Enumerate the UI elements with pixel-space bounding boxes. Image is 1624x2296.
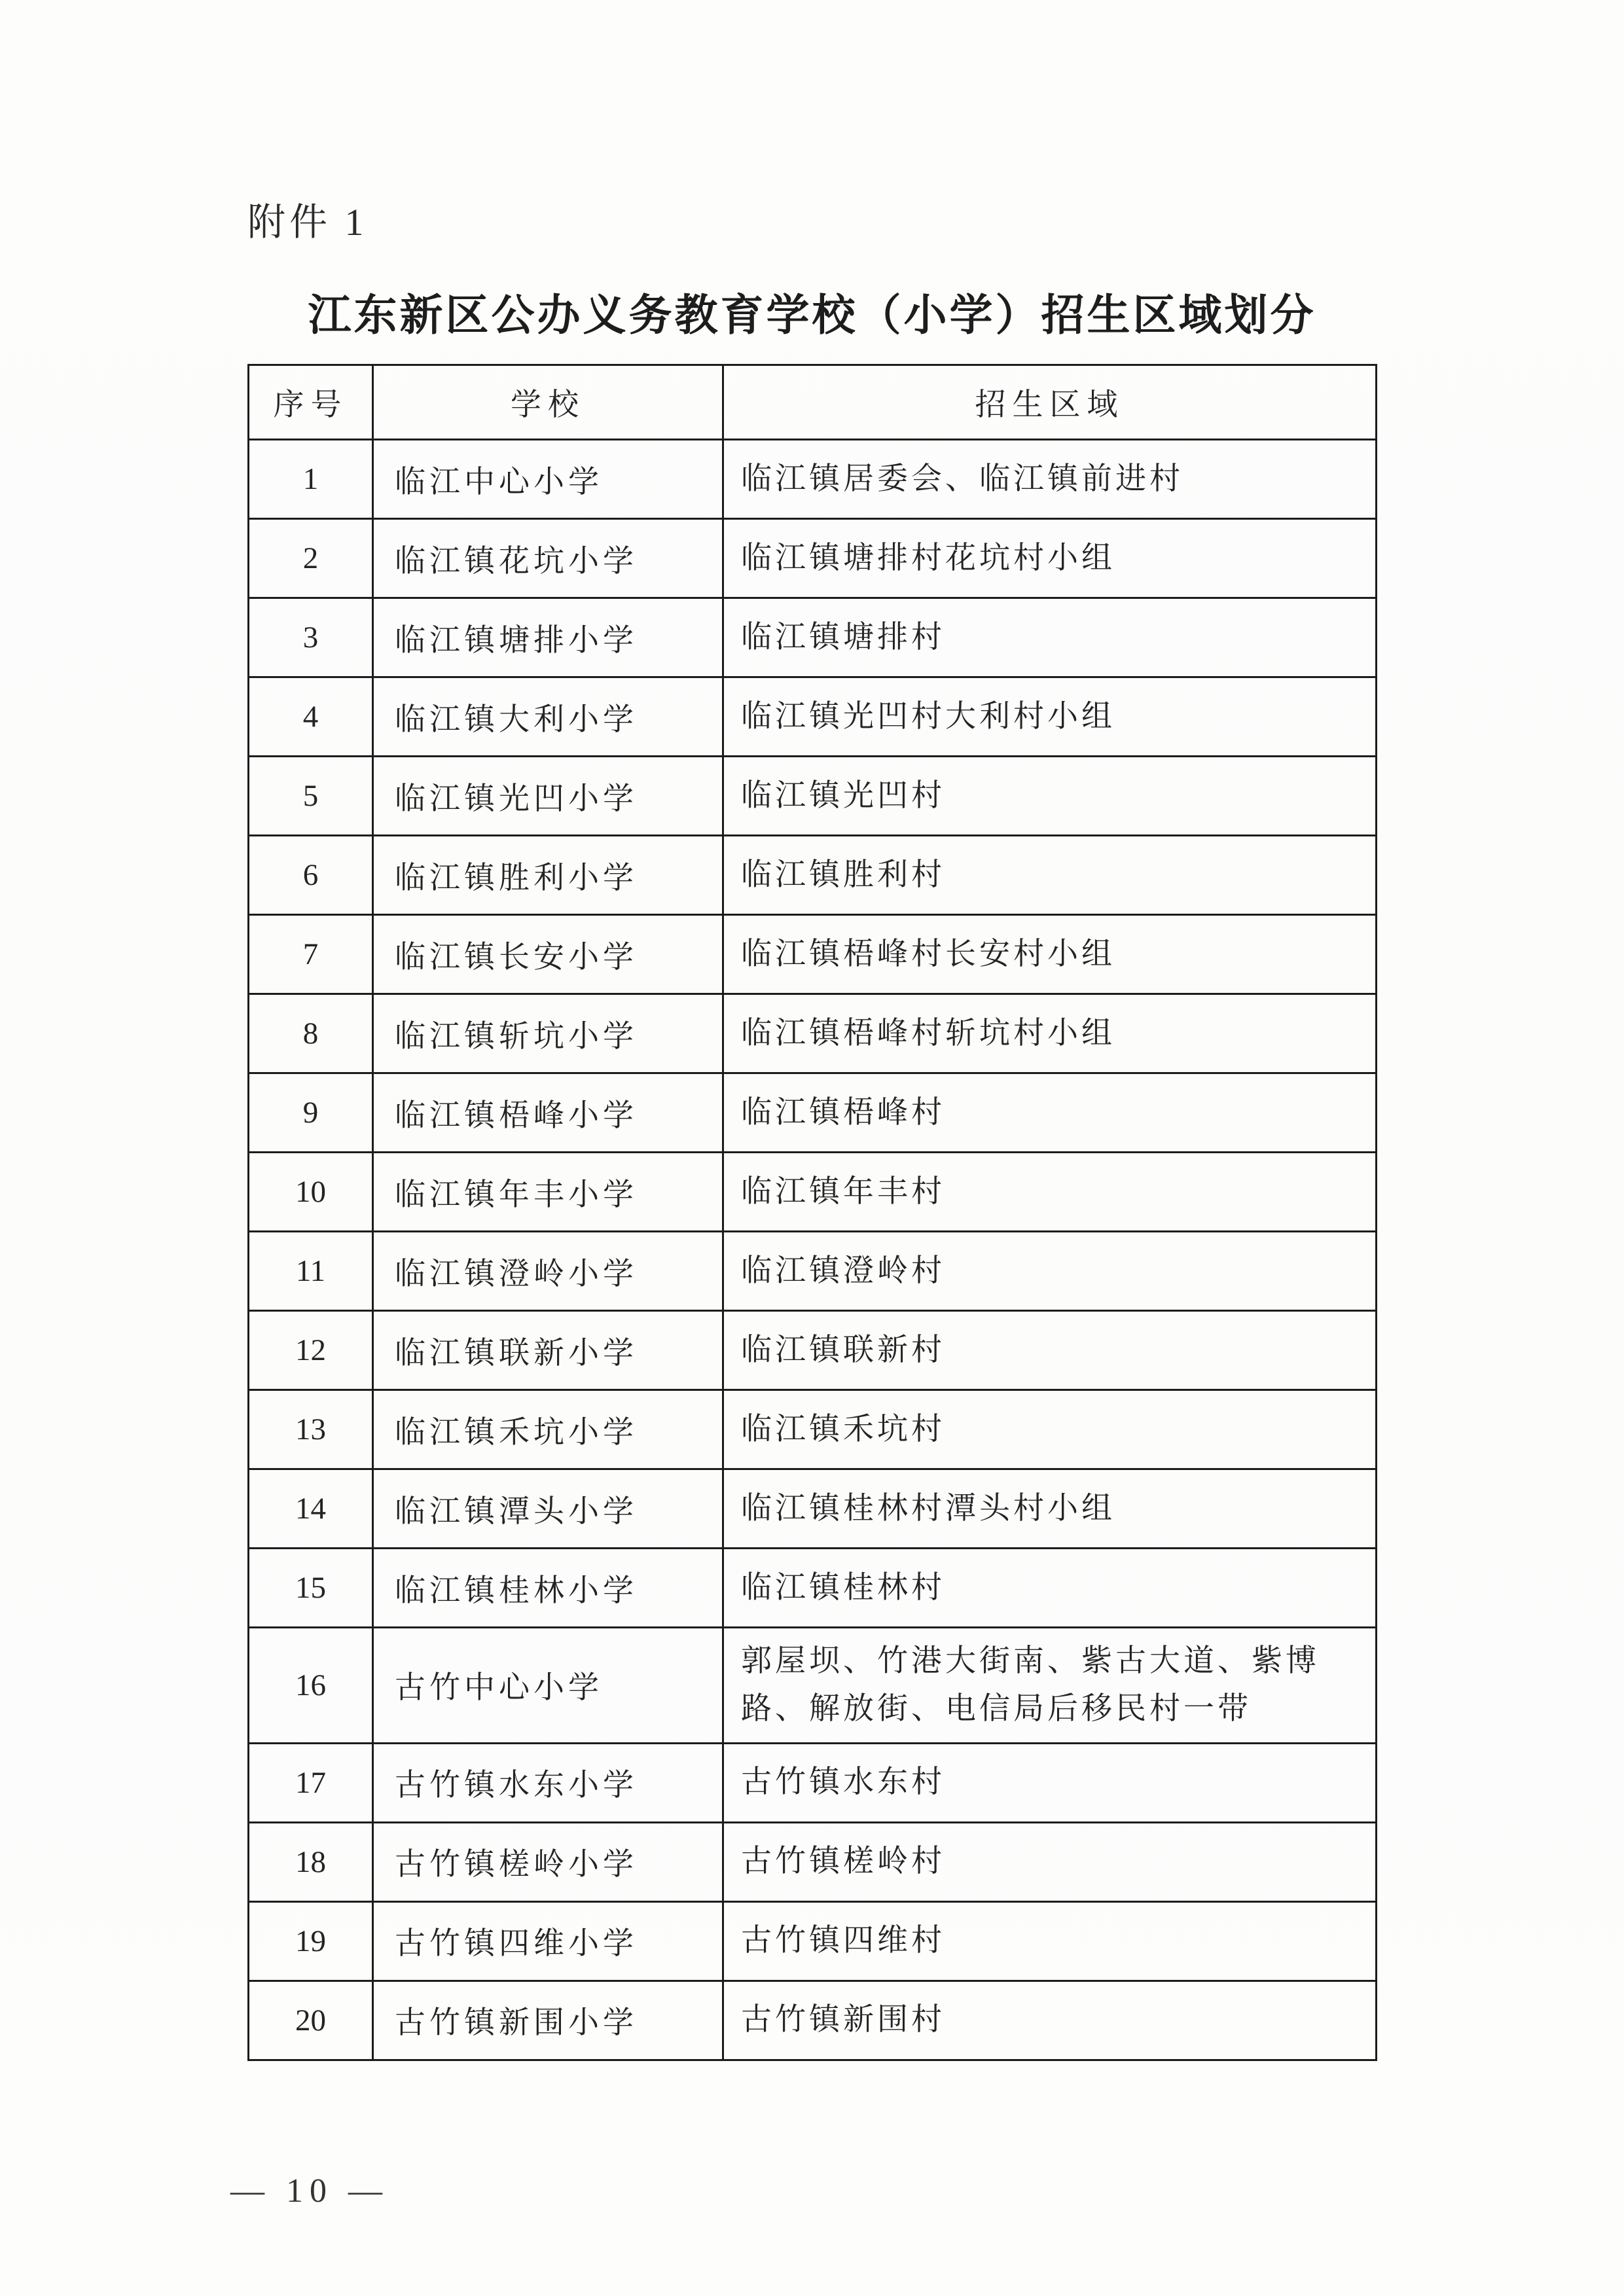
district-cell: 临江镇光凹村: [723, 757, 1377, 836]
table-row: [249, 1153, 1377, 1232]
enrollment-district-table: [247, 364, 1377, 2061]
school-name-cell: 古竹中心小学: [373, 1628, 723, 1744]
table-row: [249, 1743, 1377, 1822]
row-number-cell: 15: [249, 1549, 373, 1628]
table-row: [249, 1822, 1377, 1901]
page-number: — 10 —: [230, 2172, 389, 2210]
row-number-cell: 17: [249, 1743, 373, 1822]
school-name-cell: 古竹镇四维小学: [373, 1901, 723, 1981]
district-cell: 临江镇桂林村潭头村小组: [723, 1469, 1377, 1549]
row-number-cell: 4: [249, 677, 373, 757]
school-name-cell: 临江镇斩坑小学: [373, 994, 723, 1073]
district-cell: 郭屋坝、竹港大街南、紫古大道、紫博路、解放街、电信局后移民村一带: [723, 1628, 1377, 1744]
row-number-cell: 2: [249, 519, 373, 598]
row-number-cell: 19: [249, 1901, 373, 1981]
school-name-cell: 临江镇长安小学: [373, 915, 723, 994]
row-number-cell: 8: [249, 994, 373, 1073]
row-number-cell: 12: [249, 1311, 373, 1390]
row-number-cell: 9: [249, 1073, 373, 1153]
school-name-cell: 古竹镇新围小学: [373, 1981, 723, 2060]
row-number-cell: 18: [249, 1822, 373, 1901]
table-row: [249, 598, 1377, 677]
school-name-cell: 临江镇澄岭小学: [373, 1232, 723, 1311]
row-number-cell: 11: [249, 1232, 373, 1311]
district-cell: 临江镇桂林村: [723, 1549, 1377, 1628]
table-row: [249, 677, 1377, 757]
table-body: [249, 440, 1377, 2060]
district-cell: 临江镇澄岭村: [723, 1232, 1377, 1311]
attachment-label: 附件 1: [247, 201, 368, 243]
district-cell: 临江镇光凹村大利村小组: [723, 677, 1377, 757]
table-row: [249, 519, 1377, 598]
school-name-cell: 临江镇大利小学: [373, 677, 723, 757]
row-number-cell: 6: [249, 836, 373, 915]
table-row: [249, 440, 1377, 519]
district-cell: 古竹镇水东村: [723, 1743, 1377, 1822]
row-number-cell: 3: [249, 598, 373, 677]
table-header-row: [249, 365, 1377, 440]
school-name-cell: 临江镇桂林小学: [373, 1549, 723, 1628]
column-header-district: 招生区域: [723, 365, 1377, 440]
enrollment-district-table-wrap: [247, 364, 1377, 2061]
page-title: 江东新区公办义务教育学校（小学）招生区域划分: [308, 291, 1316, 339]
table-row: [249, 836, 1377, 915]
table-row: [249, 994, 1377, 1073]
school-name-cell: 临江镇联新小学: [373, 1311, 723, 1390]
school-name-cell: 古竹镇水东小学: [373, 1743, 723, 1822]
district-cell: 古竹镇新围村: [723, 1981, 1377, 2060]
district-cell: 临江镇胜利村: [723, 836, 1377, 915]
table-row: [249, 1549, 1377, 1628]
school-name-cell: 临江镇年丰小学: [373, 1153, 723, 1232]
column-header-number: 序号: [249, 365, 373, 440]
row-number-cell: 10: [249, 1153, 373, 1232]
district-cell: 临江镇梧峰村: [723, 1073, 1377, 1153]
table-row: [249, 1311, 1377, 1390]
school-name-cell: 临江镇胜利小学: [373, 836, 723, 915]
school-name-cell: 临江镇光凹小学: [373, 757, 723, 836]
table-row: [249, 1469, 1377, 1549]
district-cell: 临江镇居委会、临江镇前进村: [723, 440, 1377, 519]
district-cell: 临江镇梧峰村斩坑村小组: [723, 994, 1377, 1073]
table-row: [249, 1232, 1377, 1311]
table-row: [249, 1901, 1377, 1981]
school-name-cell: 临江中心小学: [373, 440, 723, 519]
district-cell: 临江镇年丰村: [723, 1153, 1377, 1232]
table-header: [249, 365, 1377, 440]
school-name-cell: 临江镇花坑小学: [373, 519, 723, 598]
school-name-cell: 临江镇潭头小学: [373, 1469, 723, 1549]
district-cell: 临江镇塘排村花坑村小组: [723, 519, 1377, 598]
table-row: [249, 757, 1377, 836]
school-name-cell: 古竹镇槎岭小学: [373, 1822, 723, 1901]
row-number-cell: 5: [249, 757, 373, 836]
table-row: [249, 1628, 1377, 1744]
table-row: [249, 1073, 1377, 1153]
school-name-cell: 临江镇梧峰小学: [373, 1073, 723, 1153]
row-number-cell: 14: [249, 1469, 373, 1549]
row-number-cell: 13: [249, 1390, 373, 1469]
table-row: [249, 1390, 1377, 1469]
district-cell: 古竹镇四维村: [723, 1901, 1377, 1981]
district-cell: 古竹镇槎岭村: [723, 1822, 1377, 1901]
school-name-cell: 临江镇禾坑小学: [373, 1390, 723, 1469]
district-cell: 临江镇禾坑村: [723, 1390, 1377, 1469]
column-header-school: 学校: [373, 365, 723, 440]
row-number-cell: 7: [249, 915, 373, 994]
row-number-cell: 16: [249, 1628, 373, 1744]
school-name-cell: 临江镇塘排小学: [373, 598, 723, 677]
table-row: [249, 1981, 1377, 2060]
row-number-cell: 20: [249, 1981, 373, 2060]
district-cell: 临江镇联新村: [723, 1311, 1377, 1390]
table-row: [249, 915, 1377, 994]
district-cell: 临江镇塘排村: [723, 598, 1377, 677]
district-cell: 临江镇梧峰村长安村小组: [723, 915, 1377, 994]
row-number-cell: 1: [249, 440, 373, 519]
